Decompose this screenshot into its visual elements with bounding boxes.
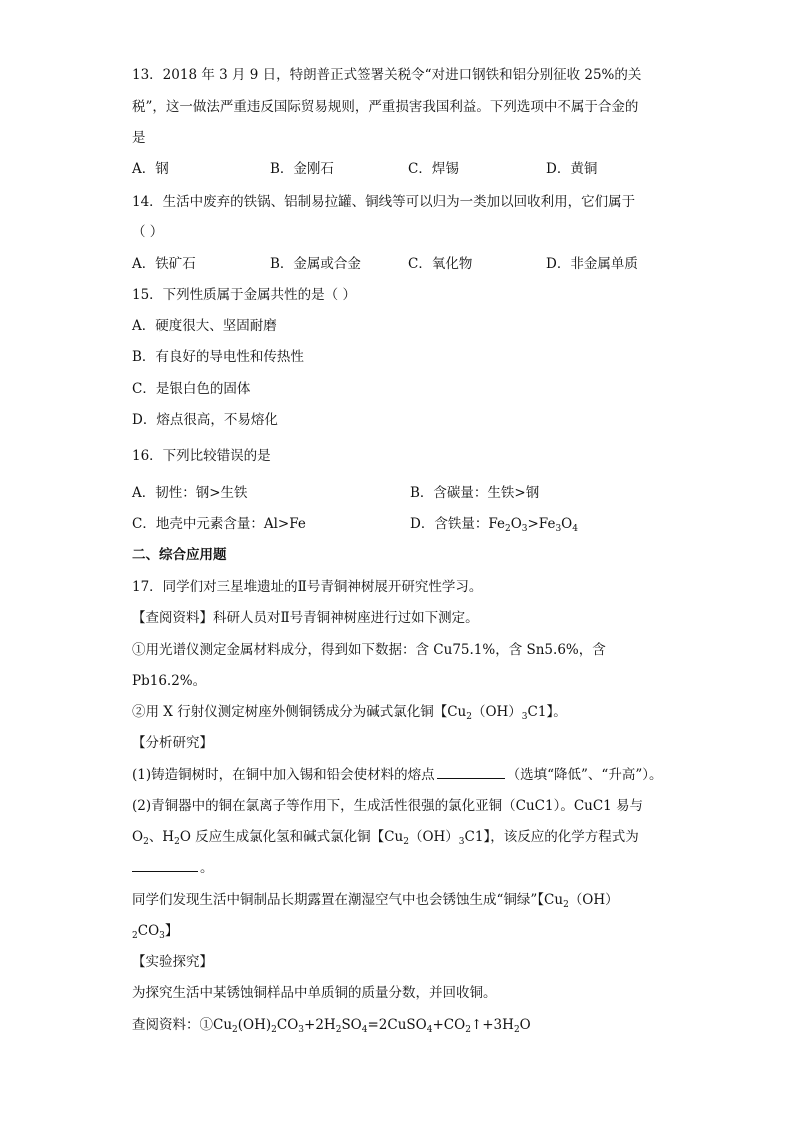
q14-option-d[interactable]: D．非金属单质: [546, 256, 638, 272]
q14-option-c[interactable]: C．氧化物: [408, 256, 473, 272]
formula-text: O 反应生成氯化氢和碱式氯化铜【Cu: [179, 829, 404, 845]
formula-subscript: 2: [403, 837, 409, 847]
formula-text: 】: [164, 923, 179, 939]
formula-text: ↑+3H: [470, 1017, 514, 1033]
formula-subscript: 2: [513, 1025, 520, 1035]
formula-subscript: 3: [521, 524, 528, 534]
formula-subscript: 2: [335, 1025, 342, 1035]
formula-text: Fe: [488, 516, 505, 532]
formula-text: O: [561, 516, 573, 532]
q14-stem-line-2: （ ）: [132, 224, 164, 240]
q17-part2-line-1: (2)青铜器中的铜在氯离子等作用下，生成活性很强的氯化亚铜（CuC1）。CuC1 易与: [132, 798, 644, 814]
formula-text: C1】。: [527, 704, 567, 720]
q17-part1-text: (1)铸造铜树时，在铜中加入锡和铅会使材料的熔点: [132, 767, 435, 783]
section-heading: 二、综合应用题: [132, 547, 227, 563]
formula-subscript: 2: [174, 837, 180, 847]
formula-subscript: 2: [132, 931, 138, 941]
formula-text: （OH）: [471, 704, 522, 720]
q17-green-text: 同学们发现生活中铜制品长期露置在潮湿空气中也会锈蚀生成“铜绿”【Cu: [132, 892, 564, 908]
q17-green-line-1: [132, 891, 619, 909]
q17-lookup-heading: 【查阅资料】: [132, 610, 213, 626]
q15-option-a[interactable]: A．硬度很大、坚固耐磨: [132, 318, 277, 334]
q15-stem: 15．下列性质属于金属共性的是（ ）: [132, 287, 356, 303]
q17-part1-choices: （选填“降低”、“升高”）。: [506, 767, 663, 783]
formula-text: CO: [276, 1017, 299, 1033]
q16-option-a[interactable]: A．韧性：钢>生铁: [132, 485, 248, 501]
formula-subscript: 2: [465, 1025, 471, 1035]
formula-text: +CO: [432, 1017, 466, 1033]
q17-item1-line-1: ①用光谱仪测定金属材料成分，得到如下数据：含 Cu75.1%，含 Sn5.6%，含: [132, 642, 606, 658]
q16-option-d-prefix: D．含铁量：: [410, 516, 489, 532]
formula-text: O: [132, 829, 144, 845]
q17-lookup-text: 科研人员对Ⅱ号青铜神树座进行过如下测定。: [213, 610, 479, 626]
formula-text: O: [510, 516, 522, 532]
q15-option-d[interactable]: D．熔点很高，不易熔化: [132, 412, 278, 428]
formula-subscript: 2: [232, 1025, 238, 1035]
formula-text: （OH）: [408, 829, 459, 845]
q17-part2-period: 。: [200, 860, 214, 876]
q14-option-b[interactable]: B．金属或合金: [270, 256, 361, 272]
q17-item2: [132, 703, 567, 721]
formula-text: （OH）: [568, 892, 619, 908]
q17-lookup: [132, 609, 479, 627]
q14-stem-line-1: 14．生活中废弃的铁锅、铝制易拉罐、铜线等可以归为一类加以回收利用，它们属于: [132, 194, 636, 210]
q13-option-d[interactable]: D．黄铜: [546, 161, 598, 177]
q13-option-a[interactable]: A．钢: [132, 161, 169, 177]
q17-part1-answer-blank[interactable]: [437, 766, 505, 779]
q17-green-line-2: [132, 922, 178, 940]
q17-intro: 17．同学们对三星堆遗址的Ⅱ号青铜神树展开研究性学习。: [132, 579, 483, 595]
q13-stem-line-2: 税”，这一做法严重违反国际贸易规则，严重损害我国利益。下列选项中不属于合金的: [132, 99, 639, 115]
formula-text: CO: [137, 923, 160, 939]
formula-text: (OH): [237, 1017, 272, 1033]
formula-text: SO: [341, 1017, 362, 1033]
q17-part2-answer-blank[interactable]: [132, 859, 198, 872]
q15-option-c[interactable]: C．是银白色的固体: [132, 381, 251, 397]
formula-subscript: 3: [298, 1025, 305, 1035]
formula-subscript: 2: [504, 524, 511, 534]
formula-text: >Fe: [527, 516, 556, 532]
formula-text: O: [519, 1017, 531, 1033]
q17-reference-equation: [132, 1016, 531, 1034]
formula-subscript: 2: [143, 837, 149, 847]
q17-analysis-heading: 【分析研究】: [132, 735, 213, 751]
q14-option-a[interactable]: A．铁矿石: [132, 256, 196, 272]
formula-subscript: 3: [555, 524, 562, 534]
q17-item1-line-2: Pb16.2%。: [132, 673, 207, 689]
q16-stem: 16．下列比较错误的是: [132, 448, 271, 464]
formula-subscript: 2: [563, 900, 569, 910]
formula-subscript: 3: [521, 712, 528, 722]
q13-stem-line-3: 是: [132, 130, 146, 146]
formula-text: =2CuSO: [367, 1017, 427, 1033]
q15-option-b[interactable]: B．有良好的导电性和传热性: [132, 349, 304, 365]
q16-option-c[interactable]: C．地壳中元素含量：Al>Fe: [132, 516, 306, 532]
q16-option-b[interactable]: B．含碳量：生铁>钢: [410, 485, 540, 501]
q17-part1: [132, 766, 662, 784]
q16-option-d[interactable]: [410, 515, 578, 533]
formula-subscript: 4: [572, 524, 578, 534]
formula-subscript: 3: [458, 837, 465, 847]
q17-item2-text: ②用 X 行射仪测定树座外侧铜锈成分为碱式氯化铜【Cu: [132, 704, 467, 720]
q17-experiment-heading: 【实验探究】: [132, 954, 213, 970]
q13-stem-line-1: 13．2018 年 3 月 9 日，特朗普正式签署关税令“对进口钢铁和铝分别征收 25%的关: [132, 67, 642, 83]
formula-subscript: 2: [466, 712, 472, 722]
formula-subscript: 4: [426, 1025, 433, 1035]
formula-subscript: 4: [361, 1025, 368, 1035]
formula-text: C1】，该反应的化学方程式为: [464, 829, 639, 845]
formula-subscript: 3: [159, 931, 165, 941]
q17-part2-line-3: [132, 859, 214, 877]
q17-reference-prefix: 查阅资料：①Cu: [132, 1017, 233, 1033]
q13-option-b[interactable]: B．金刚石: [270, 161, 334, 177]
q13-option-c[interactable]: C．焊锡: [408, 161, 459, 177]
formula-subscript: 2: [271, 1025, 277, 1035]
formula-text: 、H: [148, 829, 175, 845]
q17-experiment-text: 为探究生活中某锈蚀铜样品中单质铜的质量分数，并回收铜。: [132, 985, 497, 1001]
q17-part2-line-2: [132, 828, 639, 846]
formula-text: +2H: [304, 1017, 336, 1033]
